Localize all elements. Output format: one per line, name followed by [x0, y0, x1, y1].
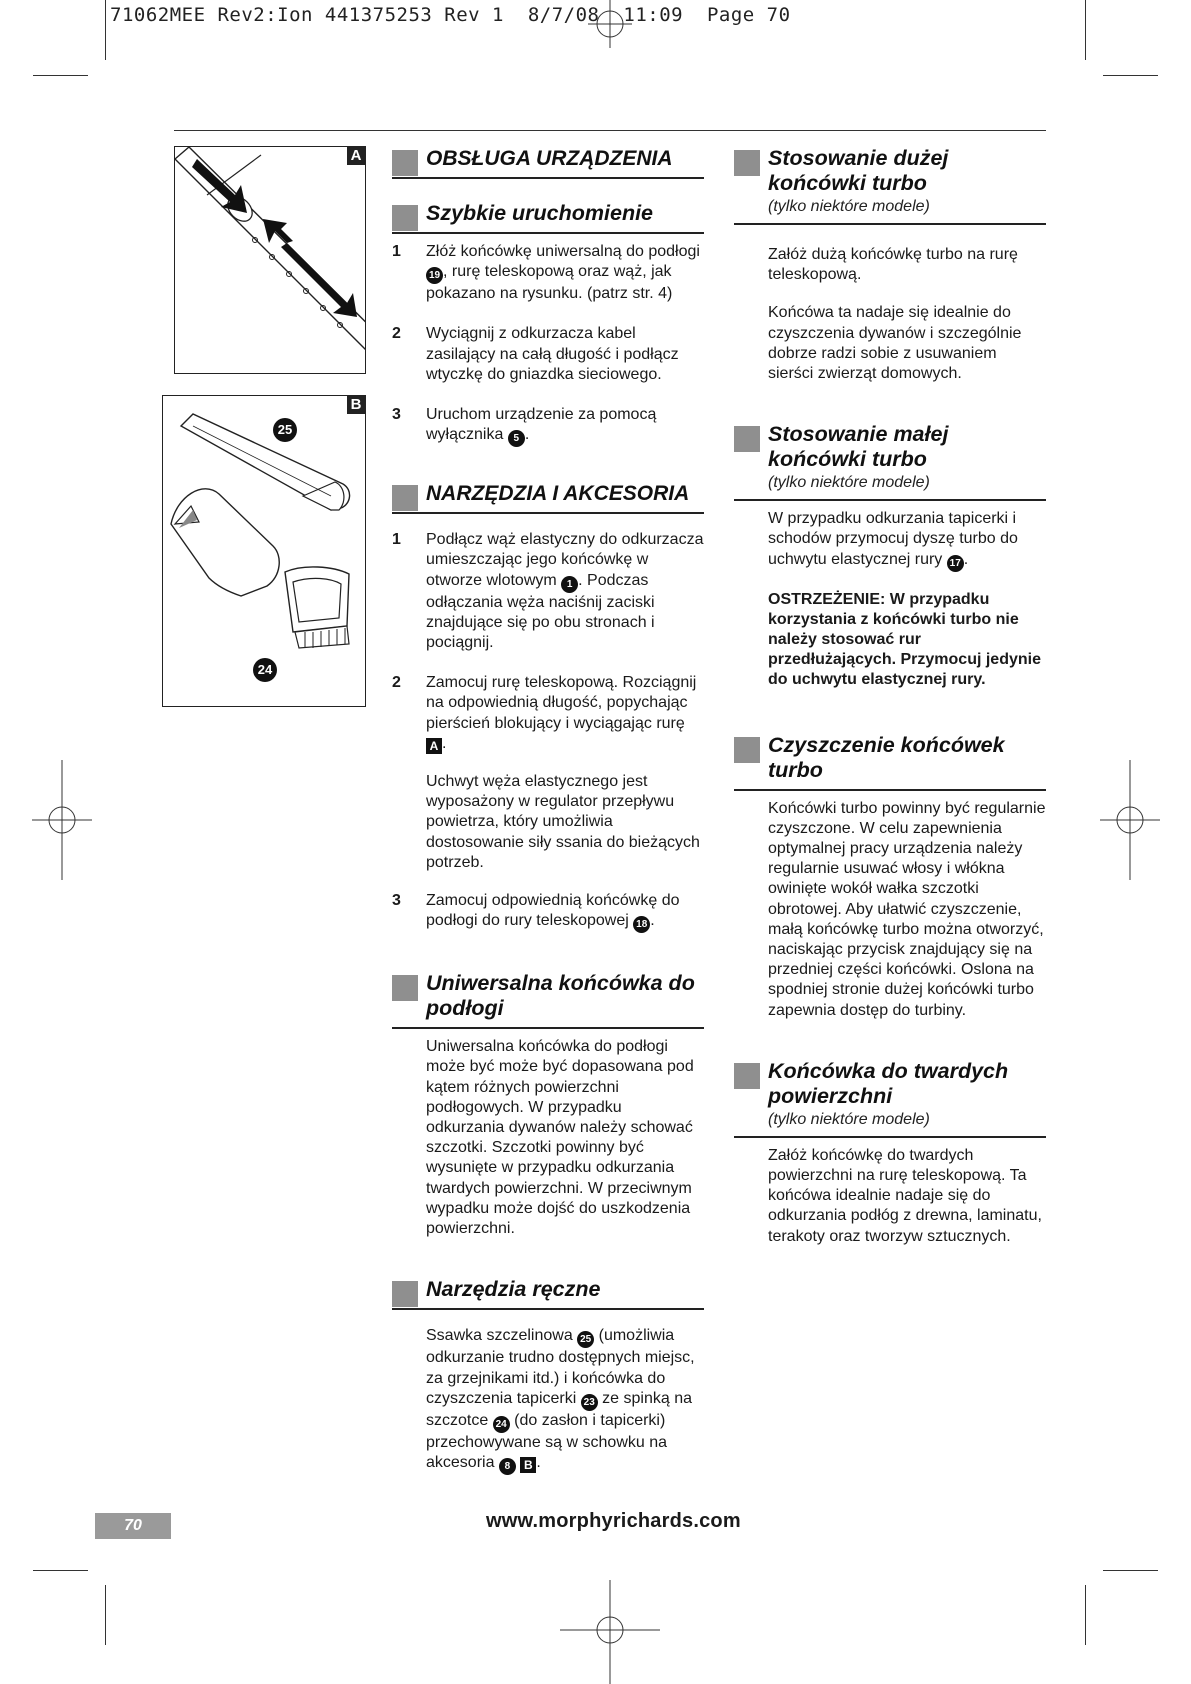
header-square-icon: [392, 150, 418, 176]
section-header-operation: [392, 146, 704, 179]
hose-regulator-text: Uchwyt węża elastycznego jest wyposażony w regulator przepływu powietrza, który umożliwia dostosowanie siły ssania do bieżących potrzeb.: [426, 773, 700, 871]
callout-24: 24: [493, 1416, 510, 1433]
big-turbo-text-2: Końcówa ta nadaje się idealnie do czyszczenia dywanów i szczególnie dobrze radzi sobie z usuwaniem sierści zwierząt domowych.: [768, 304, 1022, 383]
registration-mark-right: [1100, 760, 1162, 880]
crop-mark: [1085, 0, 1086, 60]
header-square-icon: [392, 975, 418, 1001]
header-square-icon: [734, 150, 760, 176]
tools-step-1: 1 Podłącz wąż elastyczny do odkurzacza umieszczając jego końcówkę w otworze wlotowym 1 . Podczas odłączania węża naciśnij zaciski znajdujące się po obu stronach i pociągnij.: [392, 531, 704, 652]
quick-step-2: 2 Wyciągnij z odkurzacza kabel zasilający na całą długość i podłącz wtyczkę do gniazdka sieciowego.: [392, 325, 679, 383]
section-header-hand-tools: [392, 1277, 704, 1310]
callout-24: 24: [253, 658, 277, 682]
registration-mark-left: [32, 760, 94, 880]
tools-step-2: 2 Zamocuj rurę teleskopową. Rozciągnij na odpowiednią długość, popychając pierścień blokujący i wyciągając rurę A .: [392, 674, 697, 753]
section-header-big-turbo: [734, 146, 1046, 225]
hand-tools-text: Ssawka szczelinowa 25 (umożliwia odkurzanie trudno dostępnych miejsc, za grzejnikami itd.) i końcówka do czyszczenia tapicerki 23 ze spinką na szczotce 24 (do zasłon i tapicerki) przechowywane są w schowku na akcesoria 8 B .: [392, 1326, 704, 1475]
figure-ref-b: B: [520, 1457, 536, 1473]
section-header-universal: [392, 971, 704, 1029]
section-header-tools: [392, 481, 704, 514]
website-url[interactable]: www.morphyrichards.com: [486, 1510, 741, 1532]
callout-1: 1: [561, 576, 578, 593]
crop-mark: [1103, 75, 1158, 76]
header-square-icon: [734, 737, 760, 763]
crop-mark: [1103, 1570, 1158, 1571]
hard-floor-title: Końcówka do twardych powierzchni: [768, 1058, 1009, 1108]
telescopic-tube-illustration: [175, 147, 365, 373]
header-square-icon: [392, 205, 418, 231]
crop-mark: [33, 1570, 88, 1571]
cleaning-title: Czyszczenie końcówek turbo: [768, 732, 1005, 782]
big-turbo-text-1: Załóż dużą końcówkę turbo na rurę teleskopową.: [768, 246, 1018, 284]
page-number: 70: [95, 1513, 171, 1539]
crop-mark: [105, 1585, 106, 1645]
figure-b-label: B: [347, 396, 365, 414]
tools-step-3: 3 Zamocuj odpowiednią końcówkę do podłogi do rury teleskopowej 18 .: [392, 891, 704, 933]
tools-heading: NARZĘDZIA I AKCESORIA: [426, 482, 690, 506]
quick-start-title: Szybkie uruchomienie: [426, 201, 654, 225]
callout-17: 17: [947, 555, 964, 572]
quick-step-3: 3 Uruchom urządzenie za pomocą wyłącznika 5 .: [392, 405, 704, 447]
small-turbo-text: W przypadku odkurzania tapicerki i schodów przymocuj dyszę turbo do uchwytu elastycznej rury 17 .: [734, 509, 1046, 571]
printer-slug: 71062MEE Rev2:Ion 441375253 Rev 1 8/7/08 11:09 Page 70: [110, 4, 791, 26]
callout-8: 8: [499, 1458, 516, 1475]
small-turbo-subtitle: (tylko niektóre modele): [768, 474, 930, 492]
callout-19: 19: [426, 267, 443, 284]
callout-23: 23: [581, 1394, 598, 1411]
callout-25: 25: [577, 1331, 594, 1348]
header-square-icon: [734, 1063, 760, 1089]
column-1: [392, 146, 704, 1493]
callout-18: 18: [633, 916, 650, 933]
crop-mark: [105, 0, 106, 60]
big-turbo-subtitle: (tylko niektóre modele): [768, 198, 930, 215]
section-header-cleaning: [734, 733, 1046, 791]
hand-tools-title: Narzędzia ręczne: [426, 1277, 601, 1302]
hard-floor-subtitle: (tylko niektóre modele): [768, 1110, 930, 1128]
turbo-warning: OSTRZEŻENIE: W przypadku korzystania z końcówki turbo nie należy stosować rur przedłużających. Przymocuj jedynie do uchwytu elastycznej rury.: [768, 590, 1041, 689]
registration-mark-bottom: [560, 1580, 660, 1684]
figure-a-label: A: [347, 147, 365, 165]
cleaning-text: Końcówki turbo powinny być regularnie czyszczone. W celu zapewnienia optymalnej pracy urządzenia należy regularnie usuwać włosy i włókna owinięte wokół wałka szczotki obrotowej. Aby ułatwić czyszczenie, małą końcówkę turbo można otworzyć, naciskając przycisk znajdujący się na przedniej części końcówki. Oslona na spodniej stronie dużej końcówki turbo zapewnia dostęp do turbiny.: [768, 799, 1046, 1019]
callout-5: 5: [508, 430, 525, 447]
universal-text: Uniwersalna końcówka do podłogi może być może być dopasowana pod kątem różnych powierzchni podłogowych. W przypadku odkurzania dywanów należy schować szczotki. Szczotki powinny być wysunięte w przypadku odkurzania twardych powierzchni. W przeciwnym wypadku może dojść do uszkodzenia powierzchni.: [426, 1038, 694, 1238]
registration-mark-top: [588, 0, 632, 50]
column-2: [734, 146, 1046, 1265]
top-rule: [174, 130, 1046, 131]
crop-mark: [33, 75, 88, 76]
header-square-icon: [392, 1281, 418, 1307]
crop-mark: [1085, 1585, 1086, 1645]
section-header-hard-floor: [734, 1059, 1046, 1138]
figure-a: [174, 146, 366, 374]
quick-step-1: 1 Złóż końcówkę uniwersalną do podłogi 19 , rurę teleskopową oraz wąż, jak pokazano na rysunku. (patrz str. 4): [392, 243, 700, 303]
header-square-icon: [734, 426, 760, 452]
figure-b: [162, 395, 366, 707]
big-turbo-title: Stosowanie dużej końcówki turbo: [768, 146, 949, 195]
section-header-small-turbo: [734, 422, 1046, 501]
universal-title: Uniwersalna końcówka do podłogi: [426, 971, 695, 1021]
callout-25: 25: [273, 418, 297, 442]
header-square-icon: [392, 485, 418, 511]
section-header-quick-start: [392, 201, 704, 234]
main-heading: OBSŁUGA URZĄDZENIA: [426, 147, 673, 170]
small-turbo-title: Stosowanie małej końcówki turbo: [768, 422, 949, 472]
hard-floor-text: Załóż końcówkę do twardych powierzchni na rurę teleskopową. Ta końcówa idealnie nadaje się do odkurzania podłóg z drewna, laminatu, terakoty oraz tworzyw sztucznych.: [768, 1146, 1042, 1245]
figure-ref-a: A: [426, 738, 442, 754]
